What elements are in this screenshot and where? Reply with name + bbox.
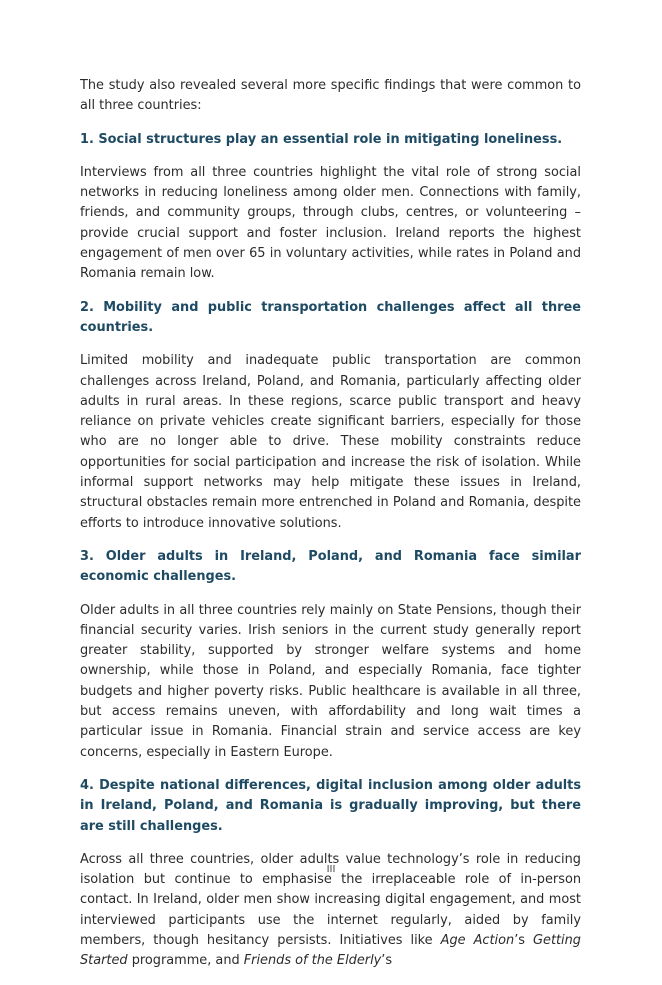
finding-2-body: Limited mobility and inadequate public transportation are common challenges across Ireland, Poland, and Romania, particularly affecting older adults in rural areas. In these regions, scarce public transport and heavy reliance on private vehicles create significant barriers, especially for those who are no longer able to drive. These mobility constraints reduce opportunities for social participation and increase the risk of isolation. While informal support networks may help mitigate these issues in Ireland, structural obstacles remain more entrenched in Poland and Romania, despite efforts to introduce innovative solutions. [80, 353, 581, 531]
finding-2-heading: 2. Mobility and public transportation challenges affect all three countries. [80, 299, 581, 335]
document-page [80, 76, 581, 985]
getting-started-name: Getting Started [80, 932, 581, 969]
intro-paragraph: The study also revealed several more specific findings that were common to all three countries: [80, 78, 581, 114]
finding-1-body: Interviews from all three countries highlight the vital role of strong social networks in reducing loneliness among older men. Connections with family, friends, and community groups, through clubs, centres, or volunteering – provide crucial support and foster inclusion. Ireland reports the highest engagement of men over 65 in voluntary activities, while rates in Poland and Romania remain low. [80, 164, 581, 282]
age-action-name: Age Action [440, 932, 515, 948]
finding-3-heading: 3. Older adults in Ireland, Poland, and Romania face similar economic challenges. [80, 548, 581, 585]
finding-4-body-mid2: programme, and [127, 953, 244, 969]
finding-4-heading: 4. Despite national differences, digital inclusion among older adults in Ireland, Poland, and Romania is gradually improving, but there are still challenges. [80, 777, 581, 834]
finding-4-body-end: ’s [381, 953, 393, 969]
finding-4-body-start: Across all three countries, older adults value technology’s role in reducing isolation but continue to emphasise the irreplaceable role of in-person contact. In Ireland, older men show increasing digital engagement, and most interviewed participants use the internet regularly, aided by family members, though hesitancy persists. Initiatives like [80, 851, 581, 948]
finding-1-heading: 1. Social structures play an essential role in mitigating loneliness. [80, 131, 563, 147]
finding-4-body-mid1: ’s [514, 932, 534, 948]
finding-3-body: Older adults in all three countries rely mainly on State Pensions, though their financial security varies. Irish seniors in the current study generally report greater stability, supported by stronger welfare systems and home ownership, while those in Poland, and especially Romania, face tighter budgets and higher poverty risks. Public healthcare is available in all three, but access remains uneven, with affordability and long wait times a particular issue in Romania. Financial strain and service access are key concerns, especially in Eastern Europe. [80, 602, 581, 760]
page-number: III [326, 864, 336, 875]
friends-of-the-elderly-name: Friends of the Elderly [243, 953, 382, 969]
